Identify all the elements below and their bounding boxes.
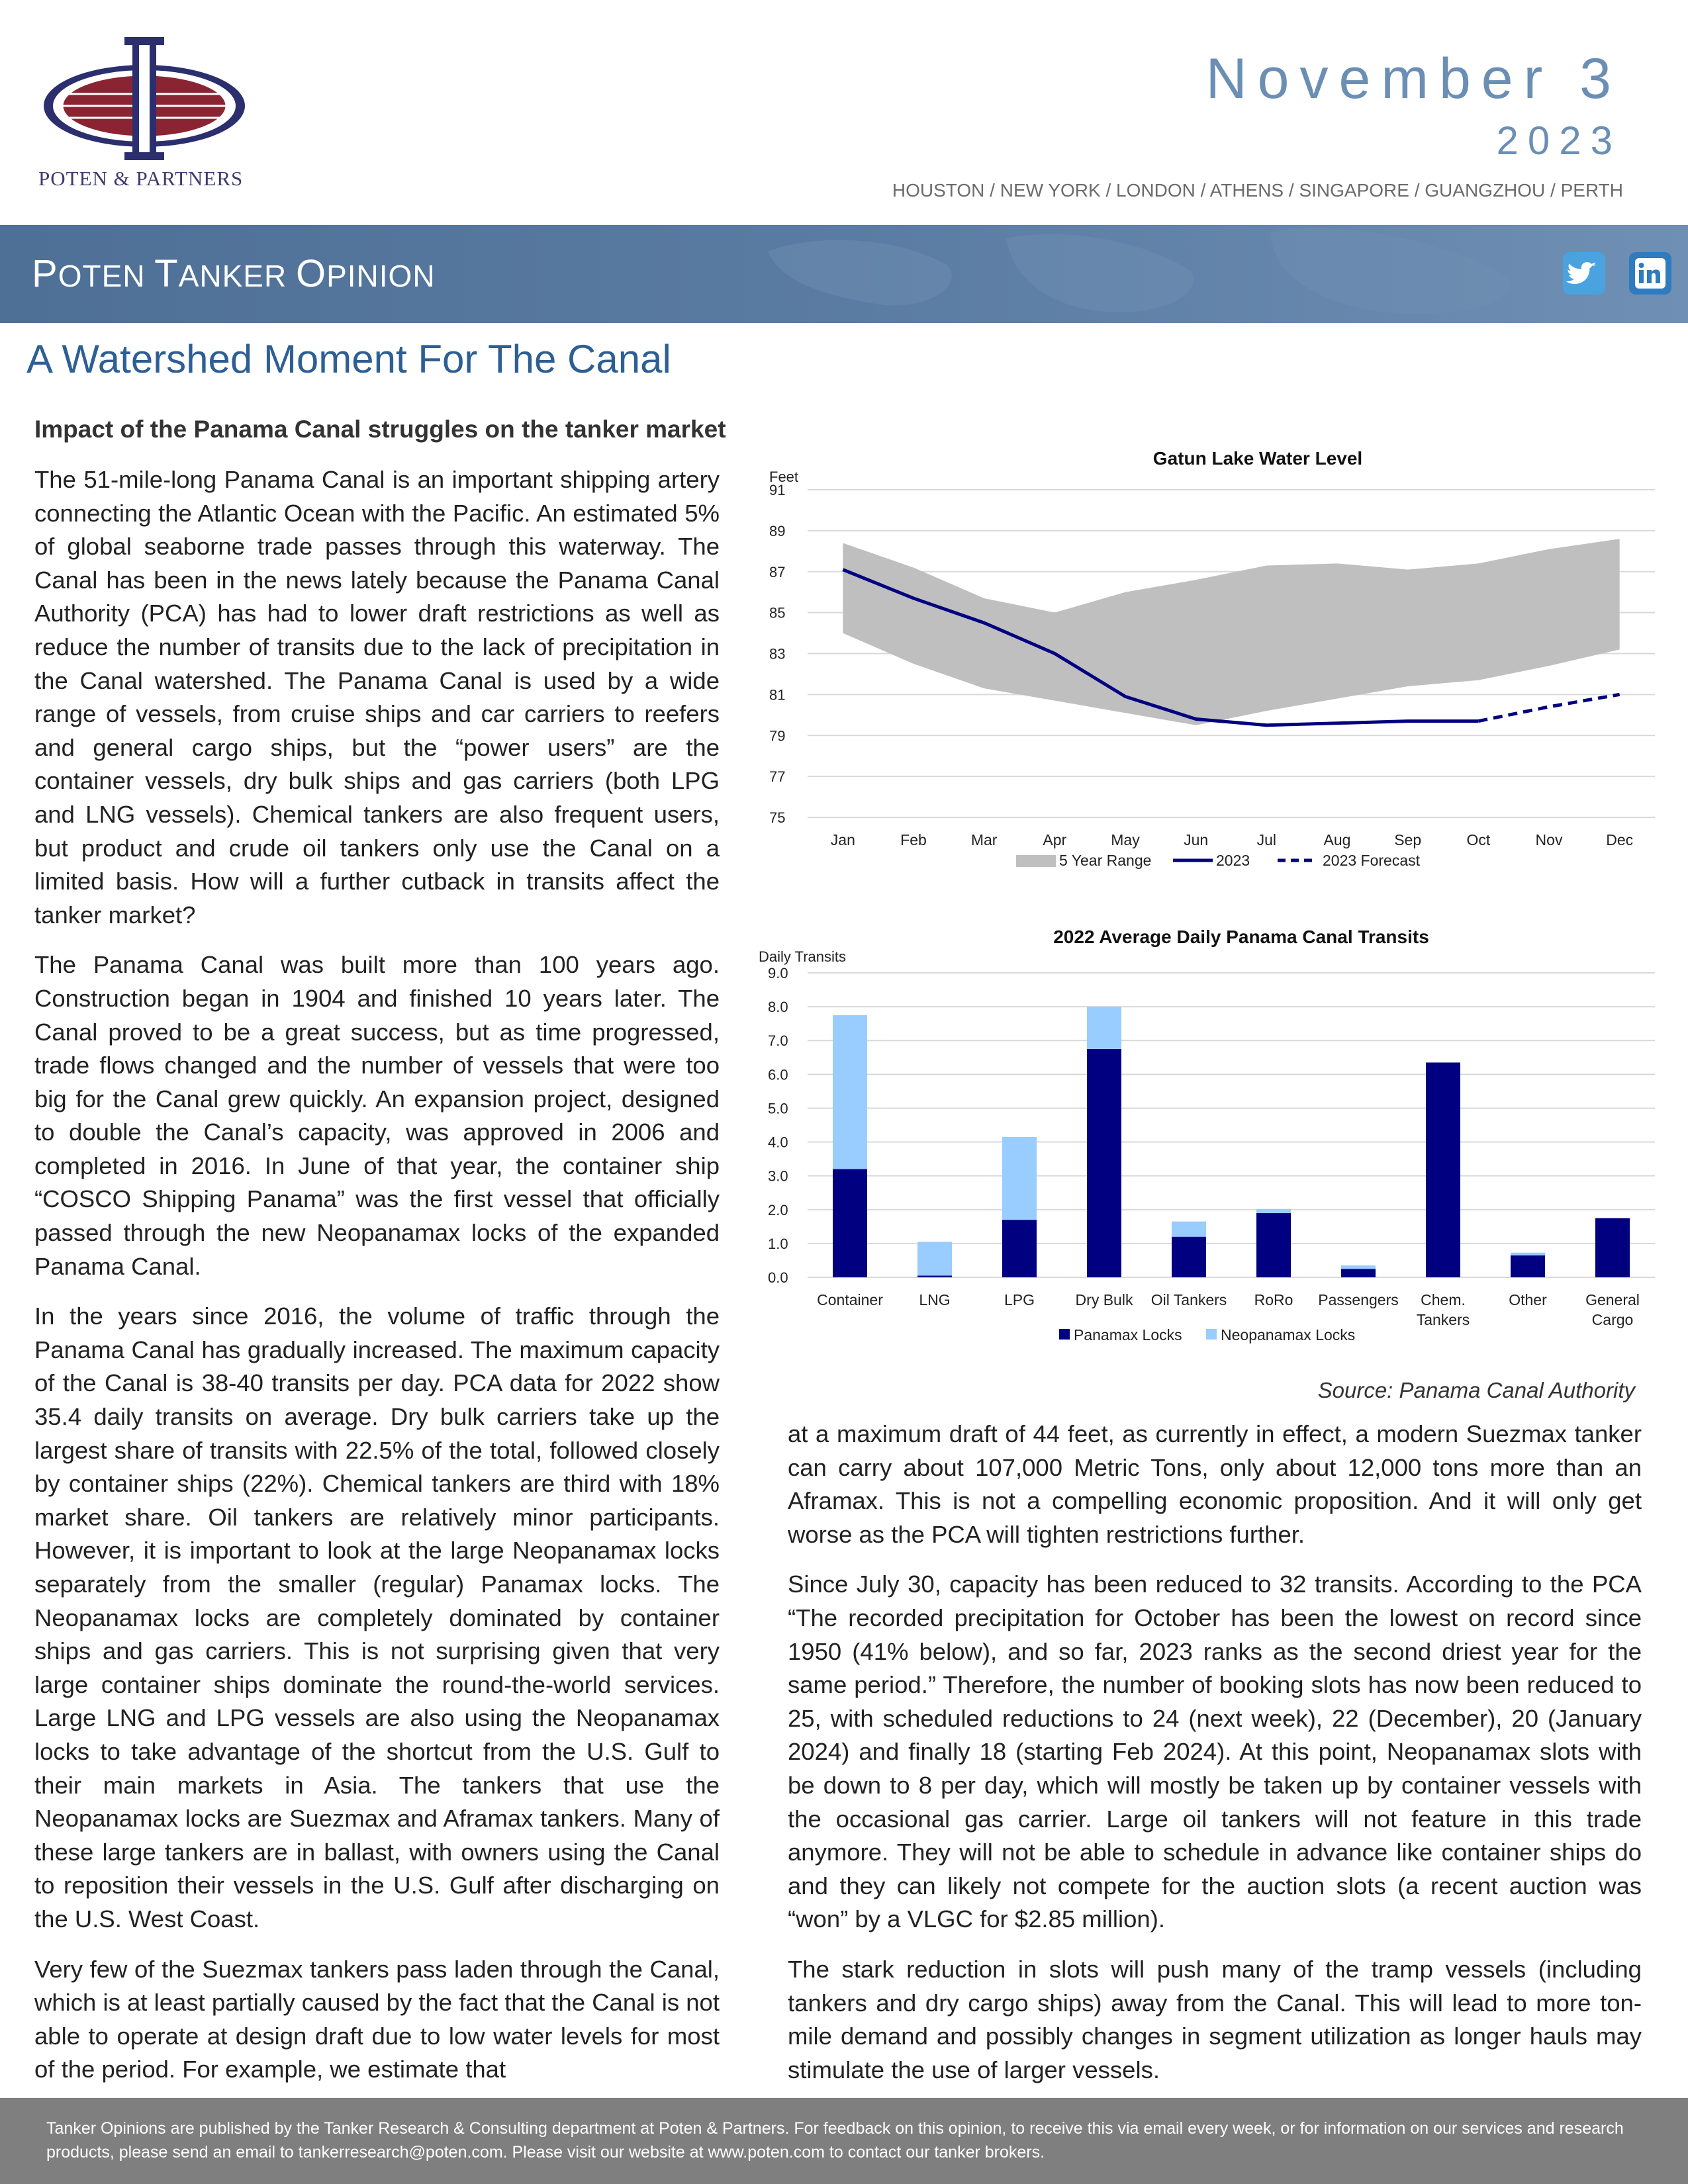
linkedin-icon[interactable] [1628, 251, 1672, 295]
legend-swatch-panamax [1059, 1329, 1070, 1340]
article-left-column [34, 463, 720, 2103]
x-tick-label: Mar [970, 831, 998, 848]
bar-panamax [1595, 1218, 1630, 1277]
x-tick-label: Chem. [1421, 1291, 1466, 1308]
article-headline: A Watershed Moment For The Canal [26, 337, 671, 381]
x-tick-label: Jun [1184, 831, 1209, 848]
paragraph: The stark reduction in slots will push many of the tramp vessels (including tankers and dry cargo ships) away from the Canal. This will lead to more ton-mile demand and possibly changes in segment utilization as longer hauls may stimulate the use of larger vessels. [788, 1955, 1642, 2083]
series-2023-forecast-line [1478, 694, 1619, 721]
article-right-column [788, 1418, 1642, 2103]
y-tick-label: 83 [769, 645, 786, 662]
x-tick-label: LPG [1004, 1291, 1035, 1308]
paragraph: The Panama Canal was built more than 100 years ago. Construction began in 1904 and finished 10 years later. The Canal proved to be a great success, but as time progressed, trade flows changed and the number of vessels that were too big for the Canal grew quickly. An expansion project, designed to double the Canal’s capacity, was approved in 2006 and completed in 2016. In June of that year, the container ship “COSCO Shipping Panama” was the first vessel that officially passed through the new Neopanamax locks of the expanded Panama Canal. [34, 951, 720, 1280]
bar-panamax [1002, 1220, 1037, 1277]
y-tick-label: 7.0 [768, 1032, 788, 1050]
y-tick-label: 4.0 [768, 1134, 788, 1151]
y-tick-label: 9.0 [768, 965, 788, 981]
x-tick-label: Oct [1466, 831, 1491, 848]
title-banner [0, 225, 1688, 323]
twitter-icon[interactable] [1562, 251, 1606, 295]
y-axis-label: Feet [769, 469, 799, 485]
x-tick-label: Tankers [1416, 1311, 1470, 1328]
logo-wordmark: POTEN & PARTNERS [38, 167, 244, 190]
legend-label: 5 Year Range [1059, 852, 1152, 869]
x-tick-label: Dry Bulk [1075, 1291, 1133, 1308]
paragraph: In the years since 2016, the volume of traffic through the Panama Canal has gradually increased. The maximum capacity of the Canal is 38-40 transits per day. PCA data for 2022 show 35.4 daily transits on average. Dry bulk carriers take up the largest share of transits with 22.5% of the total, followed closely by container ships (22%). Chemical tankers are third with 18% market share. Oil tankers are relatively minor participants. However, it is important to look at the large Neopanamax locks separately from the smaller (regular) Panamax locks. The Neopanamax locks are completely dominated by container ships and gas carriers. This is not surprising given that very large container ships dominate the round-the-world services. Large LNG and LPG vessels are also using the Neopanamax locks to take advantage of the shortcut from the U.S. Gulf to their main markets in Asia. The tankers that use the Neopanamax locks are Suezmax and Aframax tankers. Many of these large tankers are in ballast, with owners using the Canal to reposition their vessels in the U.S. Gulf after discharging on the U.S. West Coast. [34, 1302, 720, 1933]
y-tick-label: 3.0 [768, 1167, 788, 1185]
bar-neopanamax [917, 1242, 952, 1275]
x-tick-label: Sep [1394, 831, 1422, 848]
bar-panamax [1426, 1062, 1460, 1277]
paragraph: The 51-mile-long Panama Canal is an important shipping artery connecting the Atlantic Ocean with the Pacific. An estimated 5% of global seaborne trade passes through this waterway. The Canal has been in the news lately because the Panama Canal Authority (PCA) has had to lower draft restrictions as well as reduce the number of transits due to the lack of precipitation in the Canal watershed. The Panama Canal is used by a wide range of vessels, from cruise ships and car carriers to reefers and general cargo ships, but the “power users” are the container vessels, dry bulk ships and gas carriers (both LPG and LNG vessels). Chemical tankers are also frequent users, but product and crude oil tankers only use the Canal on a limited basis. How will a further cutback in transits affect the tanker market? [34, 466, 720, 929]
x-tick-label: Passengers [1318, 1291, 1399, 1308]
page-footer [0, 2098, 1688, 2184]
banner-title: POTEN TANKER OPINION [32, 252, 436, 295]
y-tick-label: 81 [769, 686, 786, 704]
x-tick-label: Apr [1043, 831, 1067, 848]
x-tick-label: General [1585, 1291, 1640, 1308]
y-tick-label: 91 [769, 482, 786, 498]
legend-label: 2023 [1216, 852, 1250, 869]
bar-panamax [1087, 1049, 1121, 1277]
office-cities: HOUSTON / NEW YORK / LONDON / ATHENS / SINGAPORE / GUANGZHOU / PERTH [892, 180, 1623, 201]
x-tick-label: Dec [1606, 831, 1634, 848]
bar-panamax [1511, 1255, 1545, 1277]
paragraph: at a maximum draft of 44 feet, as currently in effect, a modern Suezmax tanker can carry about 107,000 Metric Tons, only about 12,000 tons more than an Aframax. This is not a compelling economic proposition. And it will only get worse as the PCA will tighten restrictions further. [788, 1420, 1642, 1548]
x-tick-label: Cargo [1591, 1311, 1634, 1328]
x-tick-label: Jan [830, 831, 855, 848]
x-tick-label: Container [817, 1291, 883, 1308]
world-map-decoration [728, 225, 1589, 323]
y-tick-label: 77 [769, 768, 786, 786]
bar-panamax [1256, 1213, 1291, 1277]
x-tick-label: Nov [1535, 831, 1563, 848]
canal-transits-chart [755, 917, 1668, 1367]
x-tick-label: Other [1509, 1291, 1547, 1308]
bar-neopanamax [1341, 1265, 1376, 1269]
x-tick-label: May [1111, 831, 1140, 848]
bar-neopanamax [1172, 1222, 1206, 1237]
x-tick-label: Oil Tankers [1150, 1291, 1227, 1308]
legend-swatch-range [1016, 855, 1056, 867]
legend-swatch-neopanamax [1206, 1329, 1217, 1340]
legend-label: 2023 Forecast [1323, 852, 1421, 869]
bar-neopanamax [1511, 1253, 1545, 1255]
y-tick-label: 6.0 [768, 1066, 788, 1083]
x-tick-label: LNG [919, 1291, 951, 1308]
bar-panamax [1341, 1269, 1376, 1277]
bar-panamax [833, 1169, 867, 1277]
y-tick-label: 85 [769, 604, 786, 621]
footer-text: Tanker Opinions are published by the Tanker Research & Consulting department at Poten & Partners. For feedback on this opinion, to receive this via email every week, or for information on our services and research products, please send an email to tankerresearch@poten.com. Please visit our website at www.poten.com to contact our tanker brokers. [46, 2119, 1624, 2161]
y-tick-label: 79 [769, 727, 786, 745]
y-tick-label: 5.0 [768, 1100, 788, 1117]
bar-neopanamax [1087, 1007, 1121, 1049]
chart-title: Gatun Lake Water Level [1152, 448, 1363, 469]
y-tick-label: 0.0 [768, 1269, 788, 1286]
y-tick-label: 87 [769, 563, 786, 580]
date-year: 2023 [1496, 118, 1622, 163]
paragraph: Very few of the Suezmax tankers pass laden through the Canal, which is at least partially caused by the fact that the Canal is not able to operate at design draft due to low water levels for most of the period. For example, we estimate that [34, 1955, 720, 2083]
y-tick-label: 75 [769, 809, 786, 826]
x-tick-label: Jul [1256, 831, 1277, 848]
date-month: November 3 [1205, 47, 1622, 111]
legend-label: Panamax Locks [1074, 1326, 1182, 1343]
paragraph: Since July 30, capacity has been reduced to 32 transits. According to the PCA “The recorded precipitation for October has been the lowest on record since 1950 (41% below), and so far, 2023 ranks as the second driest year for the same period.” Therefore, the number of booking slots has now been reduced to 25, with scheduled reductions to 24 (next week), 22 (December), 20 (January 2024) and finally 18 (starting Feb 2024). At this point, Neopanamax slots with be down to 8 per day, which will mostly be taken up by container vessels with the occasional gas carrier. Large oil tankers will not feature in this trade anymore. They will not be able to schedule in advance like container ships do and they can likely not compete for the auction slots (a recent auction was “won” by a VLGC for $2.85 million). [788, 1570, 1642, 1933]
bar-neopanamax [1256, 1209, 1291, 1213]
x-tick-label: Aug [1323, 831, 1351, 848]
bar-neopanamax [833, 1015, 867, 1169]
five-year-range-area [843, 539, 1619, 725]
gatun-lake-chart [755, 437, 1668, 887]
y-tick-label: 89 [769, 522, 786, 539]
bar-neopanamax [1002, 1137, 1037, 1220]
bar-panamax [1172, 1237, 1206, 1277]
x-tick-label: Feb [900, 831, 927, 848]
bar-panamax [917, 1275, 952, 1277]
chart-source: Source: Panama Canal Authority [1317, 1378, 1635, 1402]
y-tick-label: 8.0 [768, 999, 788, 1016]
chart-title: 2022 Average Daily Panama Canal Transits [1053, 927, 1429, 947]
article-subhead: Impact of the Panama Canal struggles on the tanker market [34, 416, 726, 443]
legend-label: Neopanamax Locks [1221, 1326, 1356, 1343]
y-tick-label: 1.0 [768, 1235, 788, 1252]
y-axis-label: Daily Transits [759, 948, 847, 965]
y-tick-label: 2.0 [768, 1201, 788, 1218]
x-tick-label: RoRo [1254, 1291, 1293, 1308]
